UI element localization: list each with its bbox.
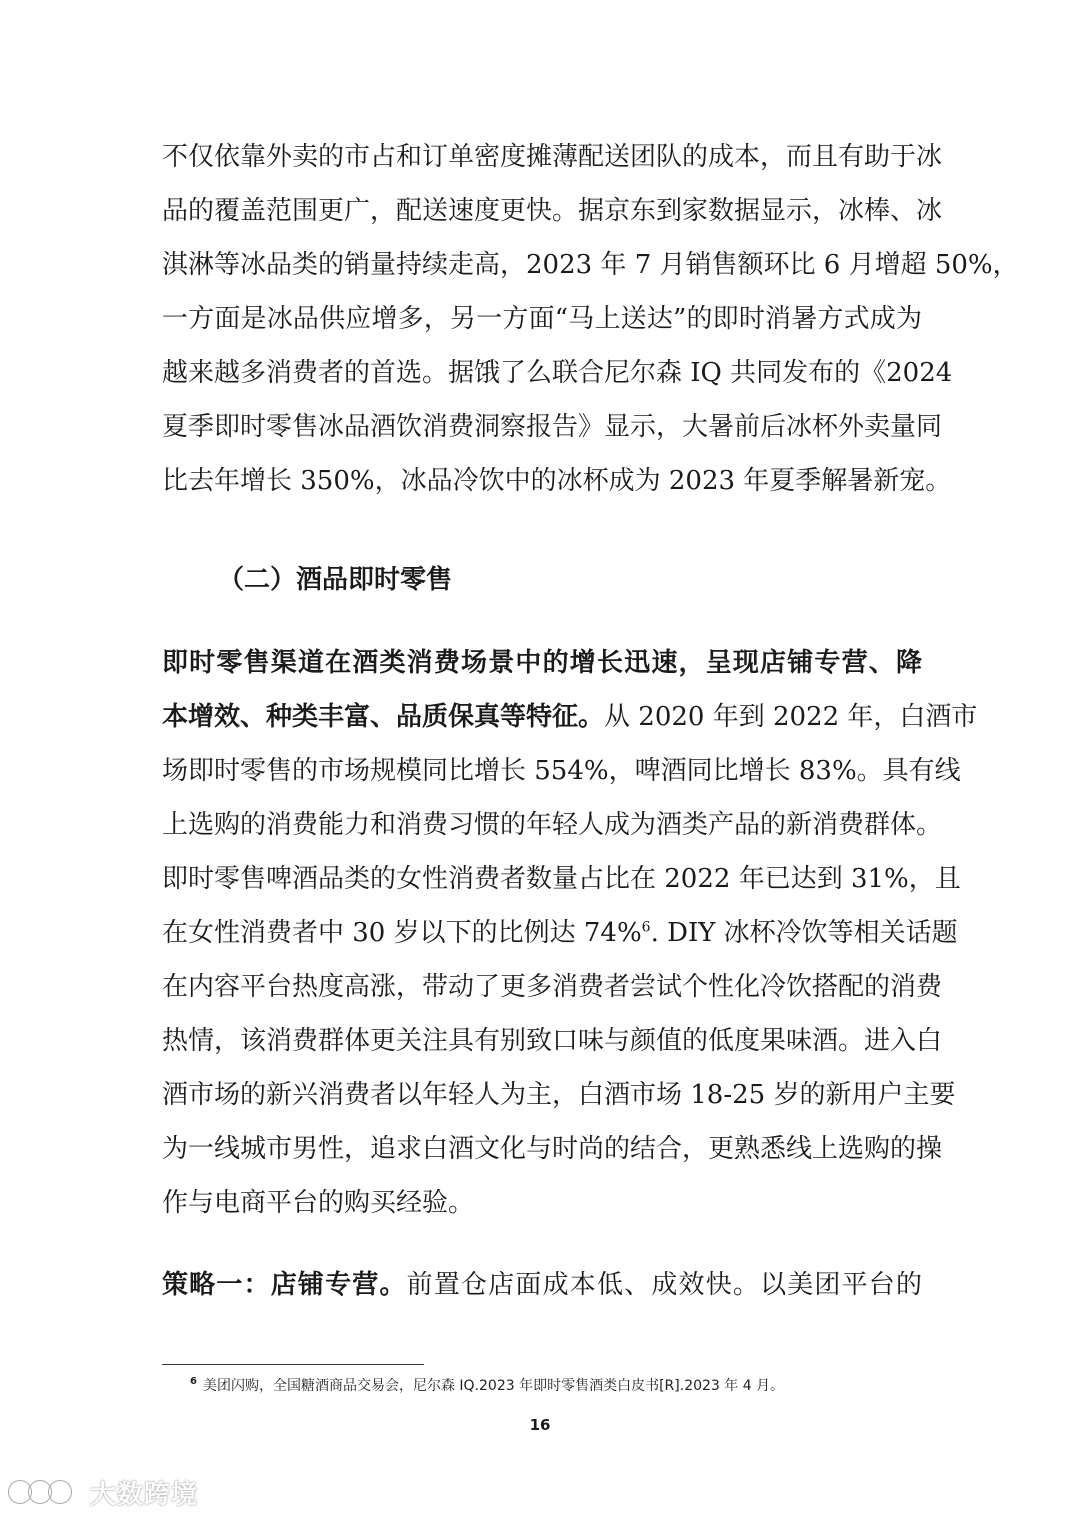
- watermark-text: 大数跨境: [90, 1479, 199, 1510]
- text-line: 比去年增长 350%，冰品冷饮中的冰杯成为 2023 年夏季解暑新宠。: [162, 466, 952, 496]
- text-line: 品的覆盖范围更广，配送速度更快。据京东到家数据显示，冰棒、冰: [162, 196, 943, 226]
- footnote-text: 美团闪购，全国糖酒商品交易会，尼尔森 IQ.2023 年即时零售酒类白皮书[R].2023 年 4 月。: [202, 1378, 785, 1394]
- paragraph-strategy-one: [162, 1258, 922, 1312]
- section-heading: （二）酒品即时零售: [218, 565, 453, 595]
- bold-lead-line: 即时零售渠道在酒类消费场景中的增长迅速，呈现店铺专营、降: [162, 648, 922, 678]
- footnote-reference[interactable]: 6: [641, 919, 651, 936]
- text-line: 越来越多消费者的首选。据饿了么联合尼尔森 IQ 共同发布的《2024: [162, 358, 953, 388]
- text-line: [162, 690, 978, 744]
- text-line: 一方面是冰品供应增多，另一方面“马上送达”的即时消暑方式成为: [162, 304, 922, 334]
- footnote-divider: [162, 1364, 424, 1365]
- text-line: 酒市场的新兴消费者以年轻人为主，白酒市场 18-25 岁的新用户主要: [162, 1080, 956, 1110]
- text-span: 在女性消费者中 30 岁以下的比例达 74%: [162, 918, 642, 948]
- paragraph-ice-products: [162, 130, 1019, 508]
- text-line: [162, 1258, 922, 1312]
- watermark: [6, 1470, 198, 1514]
- footnote-number: 6: [190, 1376, 197, 1388]
- page-number: 16: [529, 1416, 551, 1434]
- text-line: 场即时零售的市场规模同比增长 554%，啤酒同比增长 83%。具有线: [162, 756, 961, 786]
- bold-lead-text: 本增效、种类丰富、品质保真等特征。: [162, 702, 605, 732]
- text-line: [162, 906, 958, 960]
- text-line: 作与电商平台的购买经验。: [162, 1188, 475, 1218]
- paragraph-alcohol-retail: [162, 636, 978, 1230]
- text-line: 即时零售啤酒品类的女性消费者数量占比在 2022 年已达到 31%，且: [162, 864, 961, 894]
- watermark-logo-icon: [6, 1475, 84, 1509]
- text-line: 热情，该消费群体更关注具有别致口味与颜值的低度果味酒。进入白: [162, 1026, 943, 1056]
- text-span: 前置仓店面成本低、成效快。以美团平台的: [406, 1270, 922, 1300]
- text-line: 在内容平台热度高涨，带动了更多消费者尝试个性化冷饮搭配的消费: [162, 972, 943, 1002]
- text-line: 为一线城市男性，追求白酒文化与时尚的结合，更熟悉线上选购的操: [162, 1134, 943, 1164]
- text-line: 淇淋等冰品类的销量持续走高，2023 年 7 月销售额环比 6 月增超 50%，: [162, 250, 1019, 280]
- text-line: 夏季即时零售冰品酒饮消费洞察报告》显示，大暑前后冰杯外卖量同: [162, 412, 943, 442]
- text-line: 上选购的消费能力和消费习惯的年轻人成为酒类产品的新消费群体。: [162, 810, 943, 840]
- strategy-label: 策略一：店铺专营。: [162, 1270, 407, 1300]
- text-span: . DIY 冰杯冷饮等相关话题: [650, 918, 958, 948]
- text-line: 不仅依靠外卖的市占和订单密度摊薄配送团队的成本，而且有助于冰: [162, 142, 943, 172]
- text-span: 从 2020 年到 2022 年，白酒市: [604, 702, 978, 732]
- footnote: [190, 1374, 990, 1398]
